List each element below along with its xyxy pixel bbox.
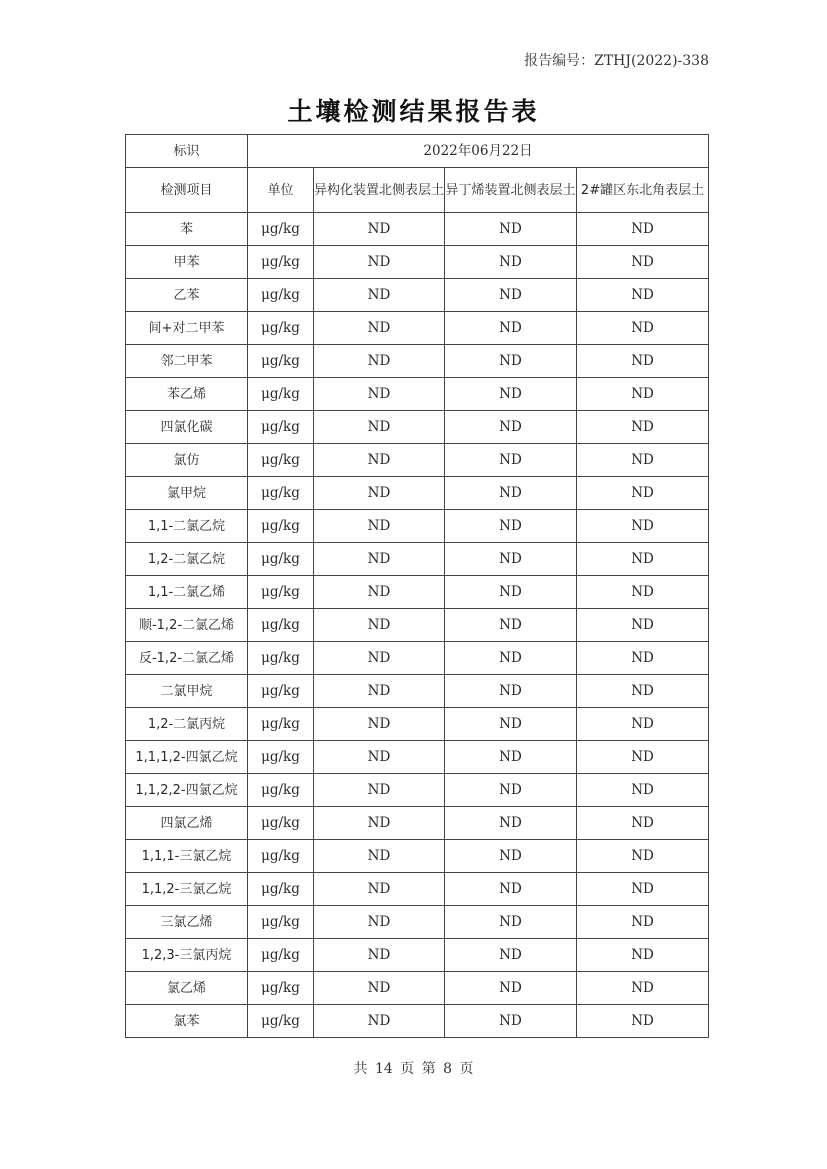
sample-2-value: ND xyxy=(445,279,577,312)
item-cell: 四氯化碳 xyxy=(126,411,248,444)
sample-1-value: ND xyxy=(314,444,445,477)
unit-cell: μg/kg xyxy=(248,1005,314,1038)
unit-cell: μg/kg xyxy=(248,807,314,840)
table-row xyxy=(126,939,709,972)
table-row xyxy=(126,246,709,279)
col-header-sample-2: 异丁烯装置北侧表层土 xyxy=(445,168,577,213)
report-number: 报告编号：ZTHJ(2022)-338 xyxy=(524,53,709,69)
sample-3-value: ND xyxy=(577,642,709,675)
sample-2-value: ND xyxy=(445,411,577,444)
unit-cell: μg/kg xyxy=(248,873,314,906)
page-footer: 共 14 页 第 8 页 xyxy=(353,1061,474,1077)
sample-3-value: ND xyxy=(577,741,709,774)
sample-2-value: ND xyxy=(445,609,577,642)
table-row xyxy=(126,312,709,345)
item-cell: 顺-1,2-二氯乙烯 xyxy=(126,609,248,642)
item-cell: 氯苯 xyxy=(126,1005,248,1038)
sample-1-value: ND xyxy=(314,708,445,741)
table-row xyxy=(126,840,709,873)
table-row xyxy=(126,213,709,246)
table-row xyxy=(126,774,709,807)
sample-1-value: ND xyxy=(314,279,445,312)
sample-1-value: ND xyxy=(314,939,445,972)
sample-2-value: ND xyxy=(445,939,577,972)
sample-1-value: ND xyxy=(314,642,445,675)
sample-1-value: ND xyxy=(314,741,445,774)
item-cell: 甲苯 xyxy=(126,246,248,279)
item-cell: 1,1,1-三氯乙烷 xyxy=(126,840,248,873)
sample-2-value: ND xyxy=(445,807,577,840)
sample-1-value: ND xyxy=(314,675,445,708)
sample-3-value: ND xyxy=(577,279,709,312)
sample-1-value: ND xyxy=(314,312,445,345)
item-cell: 1,2-二氯乙烷 xyxy=(126,543,248,576)
item-cell: 1,1-二氯乙烷 xyxy=(126,510,248,543)
table-row xyxy=(126,642,709,675)
table-header-row-2 xyxy=(126,168,709,213)
table-row xyxy=(126,873,709,906)
unit-cell: μg/kg xyxy=(248,642,314,675)
label-id-cell: 标识 xyxy=(126,135,248,168)
col-header-sample-1: 异构化装置北侧表层土 xyxy=(314,168,445,213)
sample-2-value: ND xyxy=(445,477,577,510)
item-cell: 苯乙烯 xyxy=(126,378,248,411)
sample-3-value: ND xyxy=(577,576,709,609)
item-cell: 氯仿 xyxy=(126,444,248,477)
date-cell: 2022年06月22日 xyxy=(248,135,709,168)
item-cell: 氯乙烯 xyxy=(126,972,248,1005)
unit-cell: μg/kg xyxy=(248,708,314,741)
sample-2-value: ND xyxy=(445,576,577,609)
unit-cell: μg/kg xyxy=(248,906,314,939)
sample-1-value: ND xyxy=(314,246,445,279)
table-row xyxy=(126,378,709,411)
table-row xyxy=(126,708,709,741)
sample-3-value: ND xyxy=(577,873,709,906)
sample-3-value: ND xyxy=(577,312,709,345)
sample-3-value: ND xyxy=(577,378,709,411)
sample-1-value: ND xyxy=(314,543,445,576)
unit-cell: μg/kg xyxy=(248,576,314,609)
sample-2-value: ND xyxy=(445,345,577,378)
sample-3-value: ND xyxy=(577,510,709,543)
sample-2-value: ND xyxy=(445,213,577,246)
unit-cell: μg/kg xyxy=(248,246,314,279)
sample-1-value: ND xyxy=(314,807,445,840)
item-cell: 三氯乙烯 xyxy=(126,906,248,939)
item-cell: 1,2,3-三氯丙烷 xyxy=(126,939,248,972)
unit-cell: μg/kg xyxy=(248,444,314,477)
table-row xyxy=(126,477,709,510)
item-cell: 间+对二甲苯 xyxy=(126,312,248,345)
item-cell: 1,1,2,2-四氯乙烷 xyxy=(126,774,248,807)
sample-1-value: ND xyxy=(314,378,445,411)
table-row xyxy=(126,279,709,312)
table-row xyxy=(126,675,709,708)
sample-1-value: ND xyxy=(314,609,445,642)
sample-2-value: ND xyxy=(445,510,577,543)
sample-3-value: ND xyxy=(577,675,709,708)
table-row xyxy=(126,444,709,477)
sample-2-value: ND xyxy=(445,873,577,906)
table-row xyxy=(126,1005,709,1038)
item-cell: 1,1,2-三氯乙烷 xyxy=(126,873,248,906)
table-row xyxy=(126,543,709,576)
unit-cell: μg/kg xyxy=(248,213,314,246)
item-cell: 二氯甲烷 xyxy=(126,675,248,708)
sample-1-value: ND xyxy=(314,774,445,807)
sample-2-value: ND xyxy=(445,642,577,675)
col-header-unit: 单位 xyxy=(248,168,314,213)
item-cell: 反-1,2-二氯乙烯 xyxy=(126,642,248,675)
sample-3-value: ND xyxy=(577,1005,709,1038)
item-cell: 苯 xyxy=(126,213,248,246)
unit-cell: μg/kg xyxy=(248,411,314,444)
sample-1-value: ND xyxy=(314,477,445,510)
unit-cell: μg/kg xyxy=(248,345,314,378)
page-title: 土壤检测结果报告表 xyxy=(287,97,540,126)
table-row xyxy=(126,972,709,1005)
sample-1-value: ND xyxy=(314,972,445,1005)
sample-2-value: ND xyxy=(445,774,577,807)
unit-cell: μg/kg xyxy=(248,477,314,510)
sample-3-value: ND xyxy=(577,477,709,510)
sample-3-value: ND xyxy=(577,246,709,279)
item-cell: 1,2-二氯丙烷 xyxy=(126,708,248,741)
sample-3-value: ND xyxy=(577,345,709,378)
sample-2-value: ND xyxy=(445,543,577,576)
sample-2-value: ND xyxy=(445,708,577,741)
sample-3-value: ND xyxy=(577,411,709,444)
item-cell: 邻二甲苯 xyxy=(126,345,248,378)
unit-cell: μg/kg xyxy=(248,378,314,411)
table-row xyxy=(126,576,709,609)
sample-1-value: ND xyxy=(314,873,445,906)
sample-3-value: ND xyxy=(577,774,709,807)
sample-3-value: ND xyxy=(577,213,709,246)
unit-cell: μg/kg xyxy=(248,774,314,807)
table-row xyxy=(126,741,709,774)
sample-3-value: ND xyxy=(577,543,709,576)
sample-2-value: ND xyxy=(445,246,577,279)
sample-3-value: ND xyxy=(577,906,709,939)
col-header-item: 检测项目 xyxy=(126,168,248,213)
sample-1-value: ND xyxy=(314,345,445,378)
sample-3-value: ND xyxy=(577,807,709,840)
sample-2-value: ND xyxy=(445,675,577,708)
table-row xyxy=(126,411,709,444)
table-row xyxy=(126,510,709,543)
unit-cell: μg/kg xyxy=(248,543,314,576)
sample-2-value: ND xyxy=(445,312,577,345)
sample-1-value: ND xyxy=(314,510,445,543)
sample-1-value: ND xyxy=(314,576,445,609)
sample-1-value: ND xyxy=(314,1005,445,1038)
table-row xyxy=(126,807,709,840)
sample-3-value: ND xyxy=(577,972,709,1005)
unit-cell: μg/kg xyxy=(248,279,314,312)
unit-cell: μg/kg xyxy=(248,741,314,774)
results-table xyxy=(125,134,709,1038)
sample-3-value: ND xyxy=(577,939,709,972)
sample-2-value: ND xyxy=(445,378,577,411)
unit-cell: μg/kg xyxy=(248,510,314,543)
unit-cell: μg/kg xyxy=(248,609,314,642)
sample-3-value: ND xyxy=(577,609,709,642)
unit-cell: μg/kg xyxy=(248,939,314,972)
sample-2-value: ND xyxy=(445,741,577,774)
unit-cell: μg/kg xyxy=(248,312,314,345)
sample-2-value: ND xyxy=(445,840,577,873)
item-cell: 氯甲烷 xyxy=(126,477,248,510)
sample-1-value: ND xyxy=(314,411,445,444)
unit-cell: μg/kg xyxy=(248,675,314,708)
unit-cell: μg/kg xyxy=(248,840,314,873)
item-cell: 乙苯 xyxy=(126,279,248,312)
sample-2-value: ND xyxy=(445,1005,577,1038)
sample-3-value: ND xyxy=(577,444,709,477)
unit-cell: μg/kg xyxy=(248,972,314,1005)
sample-1-value: ND xyxy=(314,906,445,939)
col-header-sample-3: 2#罐区东北角表层土 xyxy=(577,168,709,213)
table-row xyxy=(126,609,709,642)
sample-1-value: ND xyxy=(314,213,445,246)
table-row xyxy=(126,906,709,939)
sample-3-value: ND xyxy=(577,840,709,873)
sample-2-value: ND xyxy=(445,444,577,477)
item-cell: 1,1-二氯乙烯 xyxy=(126,576,248,609)
table-header-row-1 xyxy=(126,135,709,168)
sample-2-value: ND xyxy=(445,972,577,1005)
sample-2-value: ND xyxy=(445,906,577,939)
item-cell: 四氯乙烯 xyxy=(126,807,248,840)
sample-3-value: ND xyxy=(577,708,709,741)
sample-1-value: ND xyxy=(314,840,445,873)
table-row xyxy=(126,345,709,378)
item-cell: 1,1,1,2-四氯乙烷 xyxy=(126,741,248,774)
